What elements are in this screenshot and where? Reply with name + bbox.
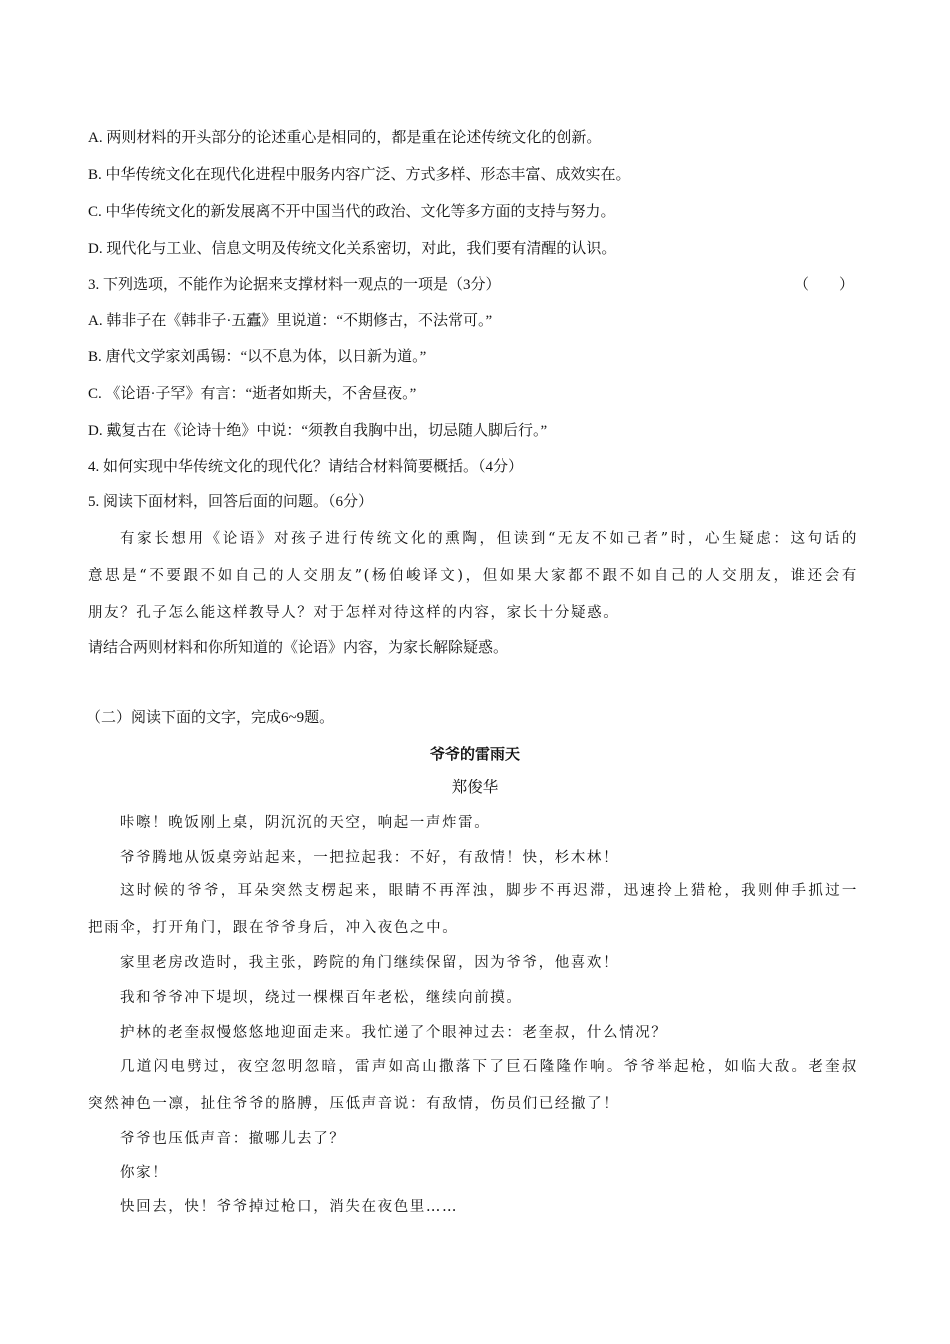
story-paragraph-line: 咔嚓！晚饭刚上桌，阴沉沉的天空，响起一声炸雷。 — [120, 815, 491, 831]
q2-option-c: C. 中华传统文化的新发展离不开中国当代的政治、文化等多方面的支持与努力。 — [88, 204, 616, 220]
story-paragraph-line: 护林的老奎叔慢悠悠地迎面走来。我忙递了个眼神过去：老奎叔，什么情况？ — [120, 1025, 668, 1041]
q3-answer-bracket: （ ） — [794, 277, 855, 293]
story-title: 爷爷的雷雨天 — [429, 745, 520, 763]
q5-prompt: 请结合两则材料和你所知道的《论语》内容，为家长解除疑惑。 — [88, 640, 509, 656]
q2-option-d: D. 现代化与工业、信息文明及传统文化关系密切，对此，我们要有清醒的认识。 — [88, 241, 617, 257]
q5-material-line: 意思是“不要跟不如自己的人交朋友”(杨伯峻译文)，但如果大家都不跟不如自己的人交朋友，谁还会有 — [88, 568, 858, 584]
q2-option-b: B. 中华传统文化在现代化进程中服务内容广泛、方式多样、形态丰富、成效实在。 — [88, 167, 631, 183]
story-paragraph-line: 把雨伞，打开角门，跟在爷爷身后，冲入夜色之中。 — [88, 920, 459, 936]
q3-option-d: D. 戴复古在《论诗十绝》中说：“须教自我胸中出，切忌随人脚后行。” — [88, 423, 548, 439]
q4-stem: 4. 如何实现中华传统文化的现代化？请结合材料简要概括。（4分） — [88, 459, 524, 475]
q3-option-c: C. 《论语·子罕》有言：“逝者如斯夫，不舍昼夜。” — [88, 386, 417, 402]
q5-stem: 5. 阅读下面材料，回答后面的问题。（6分） — [88, 494, 374, 510]
story-author: 郑俊华 — [451, 779, 499, 796]
q5-material-line: 朋友？孔子怎么能这样教导人？对于怎样对待这样的内容，家长十分疑惑。 — [88, 605, 620, 621]
q5-material-line: 有家长想用《论语》对孩子进行传统文化的熏陶，但读到“无友不如己者”时，心生疑虑：这句话的 — [120, 531, 858, 547]
story-paragraph-line: 家里老房改造时，我主张，跨院的角门继续保留，因为爷爷，他喜欢！ — [120, 955, 620, 971]
q2-option-a: A. 两则材料的开头部分的论述重心是相同的，都是重在论述传统文化的创新。 — [88, 130, 602, 146]
story-paragraph-line: 你家！ — [120, 1165, 169, 1181]
q3-option-b: B. 唐代文学家刘禹锡：“以不息为体，以日新为道。” — [88, 349, 427, 365]
story-paragraph-line: 快回去，快！爷爷掉过枪口，消失在夜色里…… — [120, 1199, 459, 1215]
story-paragraph-line: 我和爷爷冲下堤坝，绕过一棵棵百年老松，继续向前摸。 — [120, 990, 523, 1006]
q3-stem: 3. 下列选项，不能作为论据来支撑材料一观点的一项是（3分） — [88, 277, 501, 293]
story-paragraph-line: 这时候的爷爷，耳朵突然支楞起来，眼睛不再浑浊，脚步不再迟滞，迅速拎上猎枪，我则伸手抓过一 — [120, 883, 858, 899]
story-paragraph-line: 爷爷也压低声音：撤哪儿去了？ — [120, 1131, 346, 1147]
q3-option-a: A. 韩非子在《韩非子·五蠹》里说道：“不期修古，不法常可。” — [88, 313, 493, 329]
section2-heading: （二）阅读下面的文字，完成6~9题。 — [86, 710, 335, 726]
story-paragraph-line: 几道闪电劈过，夜空忽明忽暗，雷声如高山撒落下了巨石隆隆作响。爷爷举起枪，如临大敌。老奎叔 — [120, 1059, 858, 1075]
story-paragraph-line: 突然神色一凛，扯住爷爷的胳膊，压低声音说：有敌情，伤员们已经撤了！ — [88, 1096, 620, 1112]
story-paragraph-line: 爷爷腾地从饭桌旁站起来，一把拉起我：不好，有敌情！快，杉木林！ — [120, 850, 620, 866]
